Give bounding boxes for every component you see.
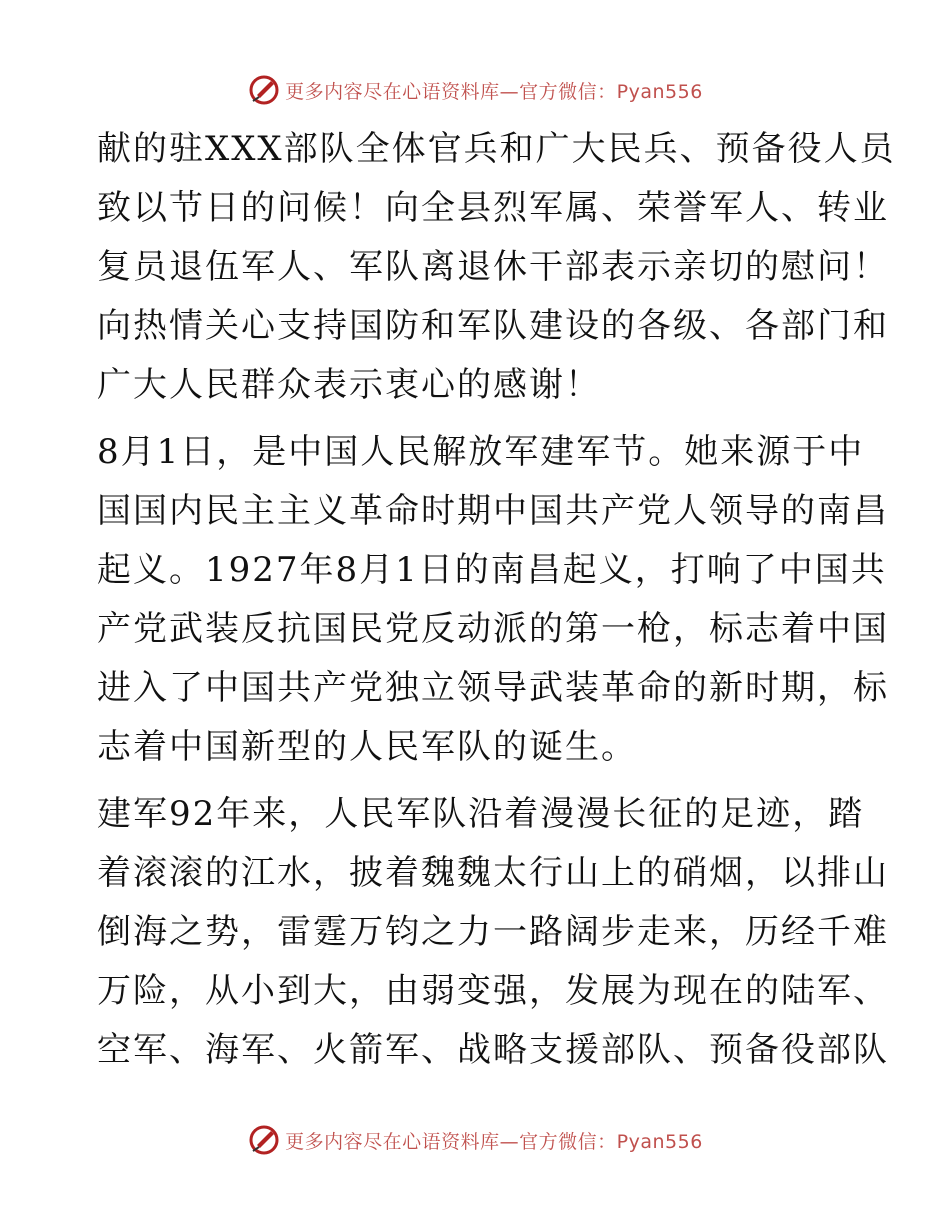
- text-line: 着滚滚的江水，披着魏魏太行山上的硝烟，以排山: [97, 853, 889, 893]
- document-body: [97, 120, 896, 1080]
- text-line: 致以节日的问候！向全县烈军属、荣誉军人、转业: [97, 188, 889, 228]
- text-line: 国国内民主主义革命时期中国共产党人领导的南昌: [97, 491, 889, 531]
- text-line: 建军92年来，人民军队沿着漫漫长征的足迹，踏: [97, 794, 865, 834]
- text-line: 进入了中国共产党独立领导武装革命的新时期，标: [97, 668, 889, 708]
- text-line: 志着中国新型的人民军队的诞生。: [97, 727, 637, 767]
- text-line: 向热情关心支持国防和军队建设的各级、各部门和: [97, 306, 889, 346]
- banner-text: [285, 1127, 703, 1154]
- text-line: 复员退伍军人、军队离退休干部表示亲切的慰问！: [97, 247, 889, 287]
- banner-wechat: Pyan556: [616, 1130, 703, 1153]
- text-line: 万险，从小到大，由弱变强，发展为现在的陆军、: [97, 971, 889, 1011]
- paragraph-2: [97, 423, 889, 777]
- text-line: 起义。1927年8月1日的南昌起义，打响了中国共: [97, 550, 887, 590]
- text-line: 倒海之势，雷霆万钧之力一路阔步走来，历经千难: [97, 912, 889, 952]
- banner-label: 更多内容尽在心语资料库—官方微信：: [285, 1130, 617, 1153]
- footer-banner: [0, 1120, 950, 1160]
- text-line: 产党武装反抗国民党反动派的第一枪，标志着中国: [97, 609, 889, 649]
- header-banner: [0, 70, 950, 110]
- banner-label: 更多内容尽在心语资料库—官方微信：: [285, 80, 617, 103]
- banner-text: [285, 77, 703, 104]
- logo-icon: [247, 73, 281, 107]
- text-line: 8月1日，是中国人民解放军建军节。她来源于中: [97, 432, 865, 472]
- text-line: 献的驻XXX部队全体官兵和广大民兵、预备役人员: [97, 129, 896, 169]
- banner-wechat: Pyan556: [616, 80, 703, 103]
- paragraph-3: [97, 785, 889, 1080]
- text-line: 广大人民群众表示衷心的感谢！: [97, 365, 601, 405]
- paragraph-1: [97, 120, 896, 415]
- logo-icon: [247, 1123, 281, 1157]
- text-line: 空军、海军、火箭军、战略支援部队、预备役部队: [97, 1030, 889, 1070]
